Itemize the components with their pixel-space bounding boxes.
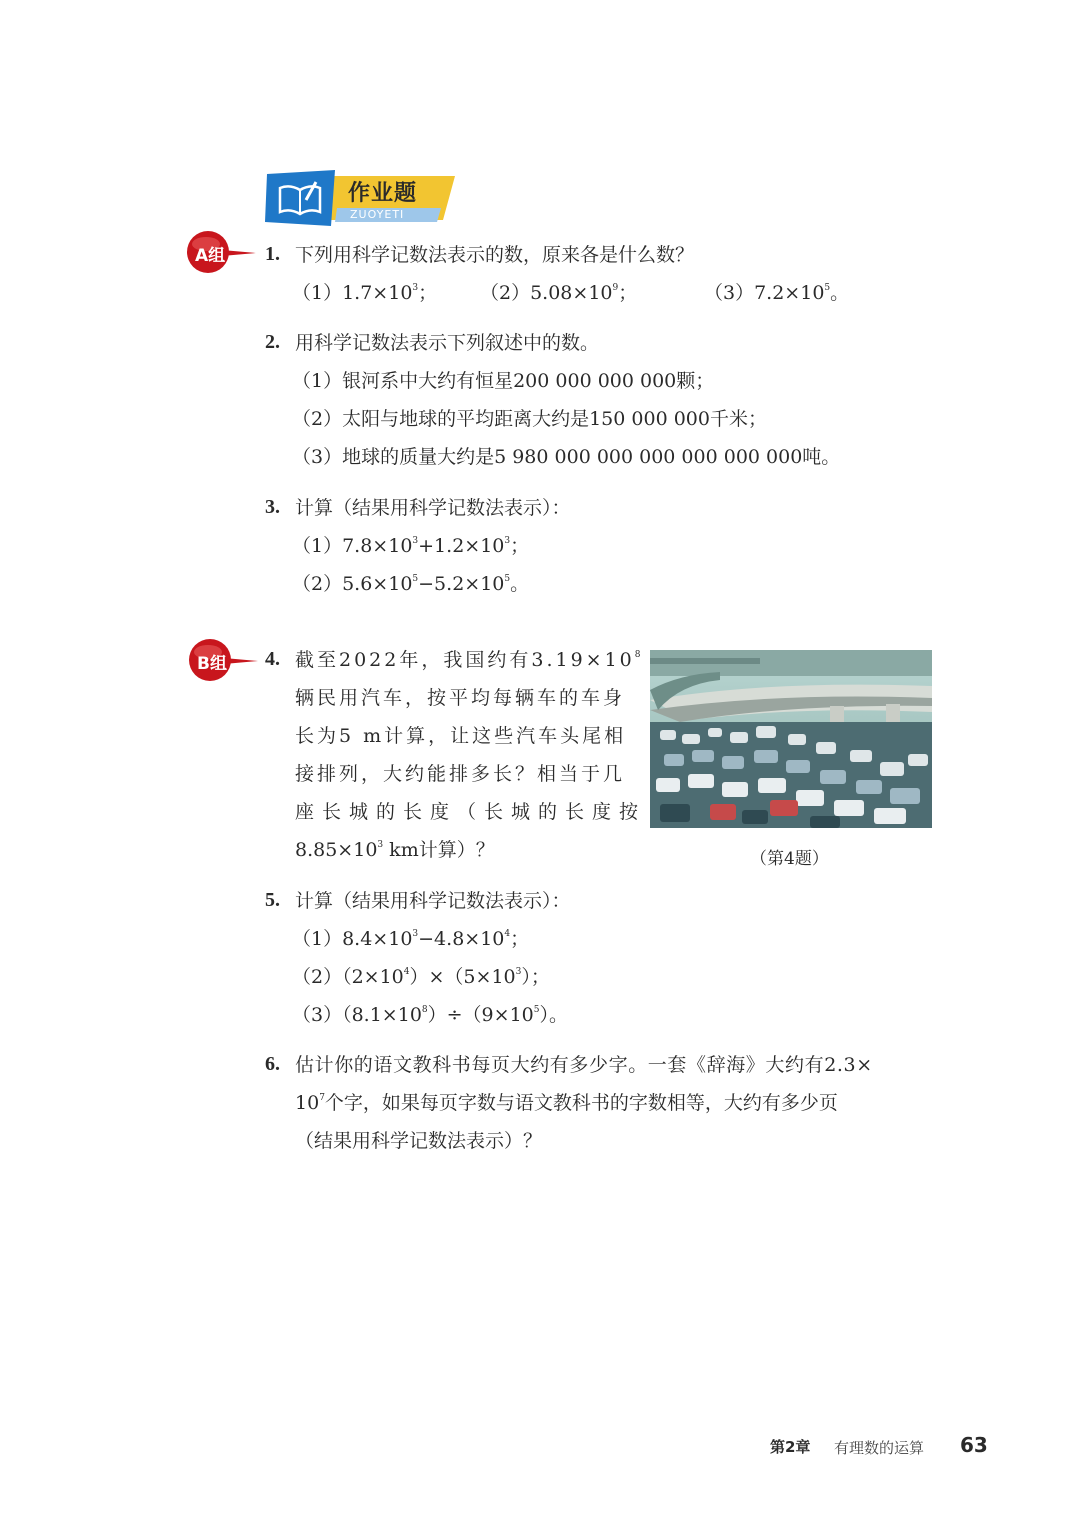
q3-number: 3. [265,496,280,518]
q6-line1: 估计你的语文教科书每页大约有多少字。一套《辞海》大约有2.3× [295,1054,873,1076]
q3-part1: $(1)7.8\times 10^3+1.2\times 10^3$； [292,535,530,557]
q5-part1: $(1)8.4\times 10^3-4.8\times 10^4$； [292,928,530,950]
q4-line4: 接排列，大约能排多长？相当于几 [295,763,626,785]
q5-part2: $(2)(2\times 10^4)\times(5\times 10^3)$； [292,966,550,988]
q3-part2: $(2)5.6\times 10^5-5.2\times 10^5$。 [292,573,530,595]
q1-text: 下列用科学记数法表示的数，原来各是什么数？ [295,244,695,266]
page-number: 63 [960,1433,988,1457]
q2-part2: （2）太阳与地球的平均距离大约是150 000 000千米； [292,408,767,430]
photo-caption: （第4题） [750,849,829,869]
q4-line6: $8.85\times 10^3$ km计算）？ [295,839,495,861]
section-title: 作业题 [348,181,418,206]
q5-part3: $(3)(8.1\times 10^8)\div(9\times 10^5)$。 [292,1004,568,1026]
q1-number: 1. [265,243,280,265]
q1-part3: $(3)7.2\times 10^5$。 [704,282,850,304]
q1-part2: $(2)5.08\times 10^9$； [480,282,638,304]
q5-text: 计算（结果用科学记数法表示）： [295,890,571,912]
q4-line5: 座长城的长度（长城的长度按 [295,801,647,823]
q2-part1: （1）银河系中大约有恒星200 000 000 000颗； [292,370,715,392]
group-b-label: B组 [197,654,227,674]
q2-part3: （3）地球的质量大约是5 980 000 000 000 000 000 000吨。 [292,446,841,468]
traffic-jam-photo [650,650,932,828]
footer-chapter-title: 有理数的运算 [834,1439,925,1457]
section-subtitle: ZUOYETI [350,208,405,221]
q4-line1: 截至2022年，我国约有$3.19\times 10^8$ [295,649,644,671]
q4-line3: 长为5 m计算，让这些汽车头尾相 [295,725,627,747]
group-a-label: A组 [195,246,226,266]
q2-text: 用科学记数法表示下列叙述中的数。 [295,332,600,354]
q3-text: 计算（结果用科学记数法表示）： [295,497,571,519]
q4-line2: 辆民用汽车，按平均每辆车的车身 [295,687,626,709]
footer-chapter: 第2章 [770,1438,811,1456]
q6-number: 6. [265,1053,280,1075]
q6-line2: $10^7$个字，如果每页字数与语文教科书的字数相等，大约有多少页 [295,1092,838,1114]
q2-number: 2. [265,331,280,353]
open-book-pencil-icon [276,178,324,218]
q5-number: 5. [265,889,280,911]
q4-number: 4. [265,648,280,670]
q6-line3: （结果用科学记数法表示）？ [295,1130,543,1152]
q1-part1: $(1)1.7\times 10^3$； [292,282,438,304]
